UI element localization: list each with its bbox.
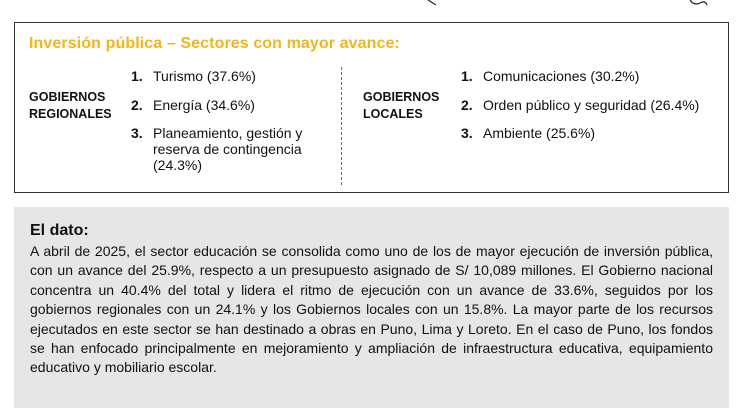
el-dato-panel: [14, 207, 729, 408]
local-sectors-list: [461, 68, 731, 154]
item-text: Turismo (37.6%): [153, 68, 256, 84]
item-text: Ambiente (25.6%): [483, 125, 596, 141]
list-item: [461, 68, 731, 84]
item-number: 1.: [461, 68, 473, 84]
item-number: 2.: [131, 96, 143, 113]
sectors-info-box: [14, 22, 729, 193]
dashed-divider: [341, 67, 342, 185]
item-text: Comunicaciones (30.2%): [483, 68, 640, 84]
top-edge-decoration: [0, 0, 743, 12]
list-item: [131, 125, 321, 173]
list-item: [131, 97, 321, 113]
list-item: [461, 125, 731, 141]
regional-governments-label: GOBIERNOS REGIONALES: [29, 90, 112, 121]
item-number: 3.: [131, 125, 143, 141]
list-item: [461, 97, 731, 113]
dato-title: El dato:: [30, 222, 89, 239]
dato-paragraph: A abril de 2025, el sector educación se consolida como uno de los de mayor ejecución de inversión pública, con un avance del 25.9%, respecto a un presupuesto asignado de S/ 10,089 millones. El Gobierno nacional concentra un 40.4% del total y lidera el ritmo de ejecución con un avance de 33.6%, seguidos por los gobiernos regionales con un 24.1% y los Gobiernos locales con un 15.8%. La mayor parte de los recursos ejecutados en este sector se han destinado a obras en Puno, Lima y Loreto. En el caso de Puno, los fondos se han enfocado principalmente en mejoramiento y ampliación de infraestructura educativa, equipamiento educativo y mobiliario escolar.: [30, 243, 713, 376]
item-number: 2.: [461, 96, 473, 113]
box-title: Inversión pública – Sectores con mayor avance:: [29, 35, 400, 52]
local-governments-label: GOBIERNOS LOCALES: [363, 90, 440, 121]
item-text: Orden público y seguridad (26.4%): [483, 96, 700, 113]
list-item: [131, 68, 321, 84]
item-number: 1.: [131, 68, 143, 84]
item-number: 3.: [461, 125, 473, 141]
regional-sectors-list: [131, 68, 321, 186]
item-text: Planeamiento, gestión y reserva de contingencia (24.3%): [153, 125, 303, 173]
item-text: Energía (34.6%): [153, 96, 255, 113]
